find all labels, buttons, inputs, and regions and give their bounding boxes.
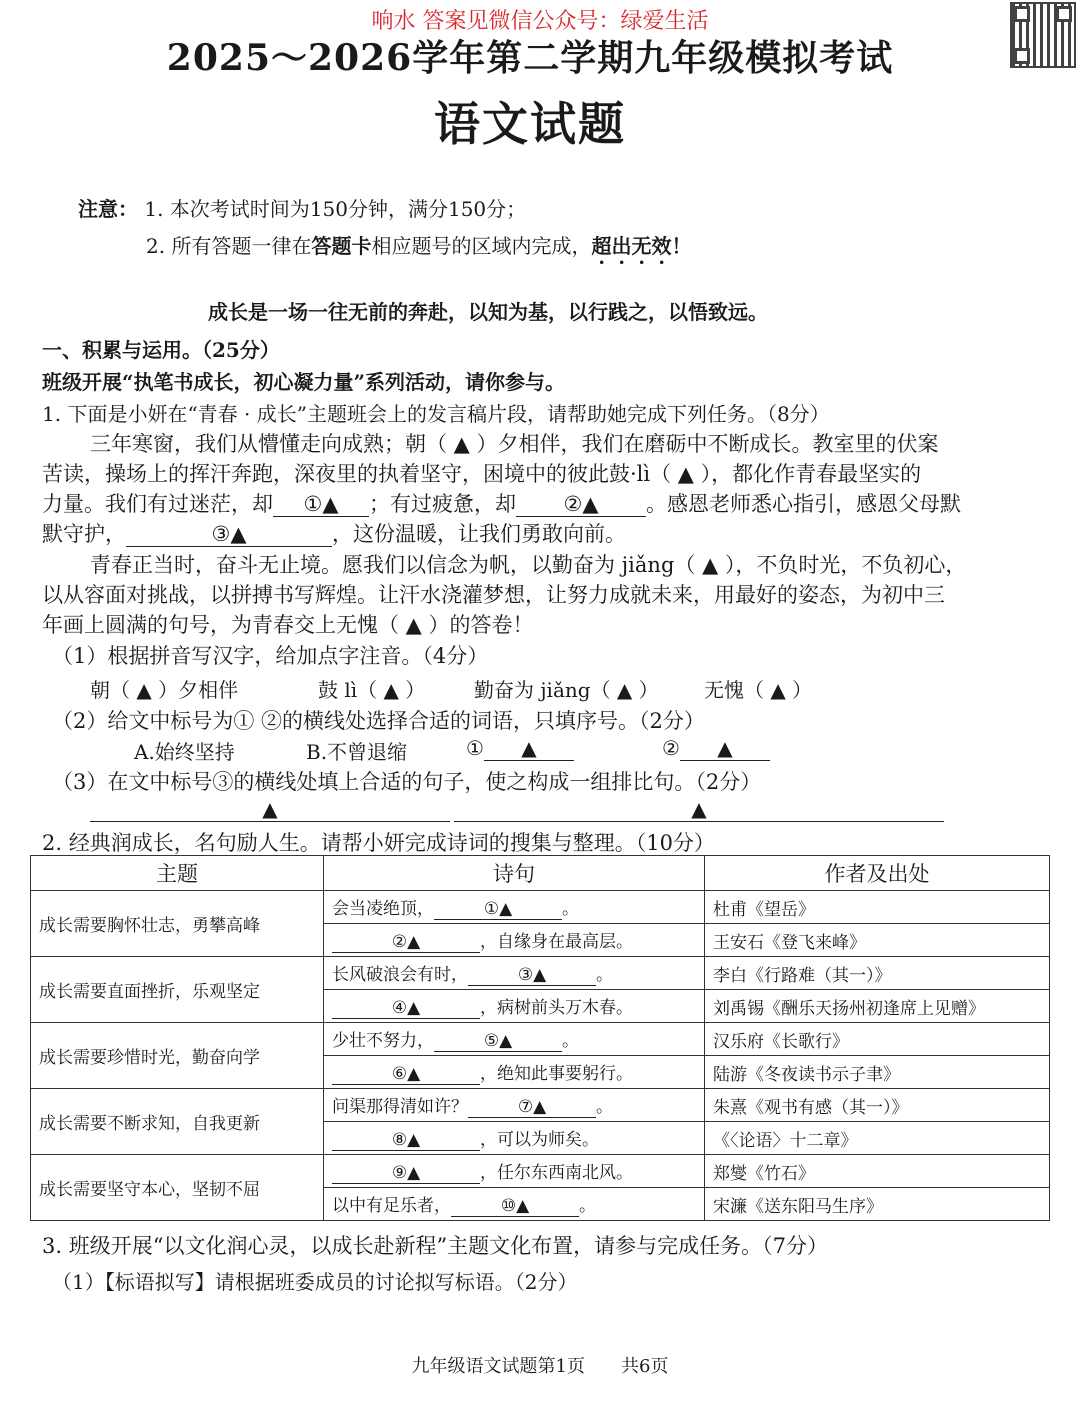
verse-text: ，绝知此事要躬行。 xyxy=(480,1064,633,1084)
sub3-blank-2[interactable]: ▲ xyxy=(454,797,944,822)
answer-blank-2[interactable]: ▲ xyxy=(680,736,770,761)
verse-text: ，可以为师矣。 xyxy=(480,1130,599,1150)
notice-line-2: 2. 所有答题一律在答题卡相应题号的区域内完成，超出无效！ xyxy=(146,234,692,258)
verse-text: 。 xyxy=(596,965,613,985)
q1-passage-line: 年画上圆满的句号，为青春交上无愧（ ▲ ）的答卷！ xyxy=(42,613,534,637)
verse-text: 少壮不努力， xyxy=(332,1031,434,1051)
verse-cell xyxy=(324,1188,705,1221)
source-cell: 宋濂《送东阳马生序》 xyxy=(705,1188,1050,1221)
option-b: B.不曾退缩 xyxy=(306,740,408,764)
watermark-banner: 响水 答案见微信公众号：绿爱生活 xyxy=(371,9,709,34)
q1-passage-line: 默守护， ③▲ ，这份温暖，让我们勇敢向前。 xyxy=(42,522,626,546)
q3-sub1: （1）【标语拟写】请根据班委成员的讨论拟写标语。（2分） xyxy=(52,1270,578,1294)
q1-passage-line: 苦读，操场上的挥汗奔跑，深夜里的执着坚守，困境中的彼此鼓·lì（ ▲ ），都化作青春最坚实的 xyxy=(42,462,922,486)
activity-intro: 班级开展“执笔书成长，初心凝力量”系列活动，请你参与。 xyxy=(42,370,566,394)
theme-cell: 成长需要不断求知，自我更新 xyxy=(31,1089,324,1155)
source-cell: 朱熹《观书有感（其一）》 xyxy=(705,1089,1050,1122)
exam-subtitle: 语文试题 xyxy=(434,97,626,151)
fill-blank-1[interactable]: ①▲ xyxy=(273,492,369,517)
source-cell: 王安石《登飞来峰》 xyxy=(705,924,1050,957)
verse-text: 问渠那得清如许？ xyxy=(332,1097,468,1117)
exam-title: 2025～2026学年第二学期九年级模拟考试 xyxy=(166,37,894,79)
source-cell: 刘禹锡《酬乐天扬州初逢席上见赠》 xyxy=(705,990,1050,1023)
q1-sub1: （1）根据拼音写汉字，给加点字注音。（4分） xyxy=(52,644,489,668)
table-row xyxy=(31,957,1050,990)
source-cell: 杜甫《望岳》 xyxy=(705,891,1050,924)
verse-cell xyxy=(324,1155,705,1188)
verse-cell xyxy=(324,924,705,957)
table-row xyxy=(31,891,1050,924)
fill-blank-2[interactable]: ②▲ xyxy=(516,492,646,517)
verse-text: 。 xyxy=(562,1031,579,1051)
verse-blank[interactable]: ⑥▲ xyxy=(332,1064,480,1085)
q1-passage-line: 青春正当时，奋斗无止境。愿我们以信念为帆，以勤奋为 jiǎng（ ▲ ），不负时光，不负初心， xyxy=(90,553,967,577)
sub1-item-4[interactable]: 无愧（ ▲ ） xyxy=(704,678,813,702)
source-cell: 汉乐府《长歌行》 xyxy=(705,1023,1050,1056)
table-row xyxy=(31,1155,1050,1188)
section1-heading: 一、积累与运用。（25分） xyxy=(42,338,280,362)
verse-cell xyxy=(324,1089,705,1122)
q1-stem: 1. 下面是小妍在“青春 · 成长”主题班会上的发言稿片段，请帮助她完成下列任务。（8分） xyxy=(42,402,830,426)
verse-blank[interactable]: ①▲ xyxy=(434,899,562,920)
source-cell: 陆游《冬夜读书示子聿》 xyxy=(705,1056,1050,1089)
page-footer: 九年级语文试题第1页 共6页 xyxy=(411,1356,669,1377)
q1-sub3: （3）在文中标号③的横线处填上合适的句子，使之构成一组排比句。（2分） xyxy=(52,770,762,794)
notice-emphasis: 超出无效！ xyxy=(591,234,692,258)
verse-blank[interactable]: ⑩▲ xyxy=(451,1196,579,1217)
verse-text: 。 xyxy=(562,899,579,919)
answer-blank-1[interactable]: ▲ xyxy=(484,736,574,761)
table-header-source: 作者及出处 xyxy=(705,856,1050,891)
verse-text: ，病树前头万木春。 xyxy=(480,998,633,1018)
sub3-blank-1[interactable]: ▲ xyxy=(90,797,450,822)
q1-passage-line: 力量。我们有过迷茫，却 ①▲ ；有过疲惫，却 ②▲ 。感恩老师悉心指引，感恩父母默 xyxy=(42,492,961,516)
notice-item-1: 1. 本次考试时间为150分钟，满分150分； xyxy=(144,197,527,221)
verse-blank[interactable]: ⑦▲ xyxy=(468,1097,596,1118)
table-row xyxy=(31,1089,1050,1122)
q1-sub2: （2）给文中标号为① ②的横线处选择合适的词语，只填序号。（2分） xyxy=(52,709,705,733)
source-cell: 李白《行路难（其一）》 xyxy=(705,957,1050,990)
source-cell: 郑燮《竹石》 xyxy=(705,1155,1050,1188)
fill-blank-3[interactable]: ③▲ xyxy=(126,522,332,547)
verse-cell xyxy=(324,891,705,924)
answer-2: ② ▲ xyxy=(662,736,770,761)
verse-blank[interactable]: ⑨▲ xyxy=(332,1163,480,1184)
verse-text: 。 xyxy=(596,1097,613,1117)
sub3-answer-line xyxy=(90,797,944,822)
motto: 成长是一场一往无前的奔赴，以知为基，以行践之，以悟致远。 xyxy=(208,300,768,324)
q2-stem: 2. 经典润成长，名句励人生。请帮小妍完成诗词的搜集与整理。（10分） xyxy=(42,831,715,855)
theme-cell: 成长需要胸怀壮志，勇攀高峰 xyxy=(31,891,324,957)
verse-text: ，自缘身在最高层。 xyxy=(480,932,633,952)
verse-cell xyxy=(324,1056,705,1089)
q1-passage-line: 三年寒窗，我们从懵懂走向成熟；朝（ ▲ ）夕相伴，我们在磨砺中不断成长。教室里的伏案 xyxy=(90,432,939,456)
option-a: A.始终坚持 xyxy=(134,740,235,764)
q3-stem: 3. 班级开展“以文化润心灵，以成长赴新程”主题文化布置，请参与完成任务。（7分） xyxy=(42,1234,829,1258)
verse-blank[interactable]: ②▲ xyxy=(332,932,480,953)
verse-text: 以中有足乐者， xyxy=(332,1196,451,1216)
verse-blank[interactable]: ⑧▲ xyxy=(332,1130,480,1151)
verse-blank[interactable]: ⑤▲ xyxy=(434,1031,562,1052)
theme-cell: 成长需要直面挫折，乐观坚定 xyxy=(31,957,324,1023)
verse-blank[interactable]: ③▲ xyxy=(468,965,596,986)
notice-label: 注意： xyxy=(78,197,138,221)
sub1-item-3[interactable]: 勤奋为 jiǎng（ ▲ ） xyxy=(474,678,659,702)
verse-text: ，任尔东西南北风。 xyxy=(480,1163,633,1183)
sub1-item-1[interactable]: 朝（ ▲ ）夕相伴 xyxy=(90,678,239,702)
theme-cell: 成长需要坚守本心，坚韧不屈 xyxy=(31,1155,324,1221)
theme-cell: 成长需要珍惜时光，勤奋向学 xyxy=(31,1023,324,1089)
sub1-item-2[interactable]: 鼓 lì（ ▲ ） xyxy=(318,678,426,702)
table-header-theme: 主题 xyxy=(31,856,324,891)
verse-cell xyxy=(324,1122,705,1155)
verse-blank[interactable]: ④▲ xyxy=(332,998,480,1019)
table-header-verse: 诗句 xyxy=(324,856,705,891)
verse-text: 。 xyxy=(579,1196,596,1216)
notice-line-1 xyxy=(78,193,526,222)
verse-text: 长风破浪会有时， xyxy=(332,965,468,985)
verse-text: 会当凌绝顶， xyxy=(332,899,434,919)
q1-passage-line: 以从容面对挑战，以拼搏书写辉煌。让汗水浇灌梦想，让努力成就未来，用最好的姿态，为初中三 xyxy=(42,583,945,607)
source-cell: 《〈论语〉十二章》 xyxy=(705,1122,1050,1155)
verse-cell xyxy=(324,1023,705,1056)
table-row xyxy=(31,1023,1050,1056)
verse-cell xyxy=(324,957,705,990)
verse-cell xyxy=(324,990,705,1023)
poem-table xyxy=(30,855,1050,1221)
answer-1: ① ▲ xyxy=(466,736,574,761)
